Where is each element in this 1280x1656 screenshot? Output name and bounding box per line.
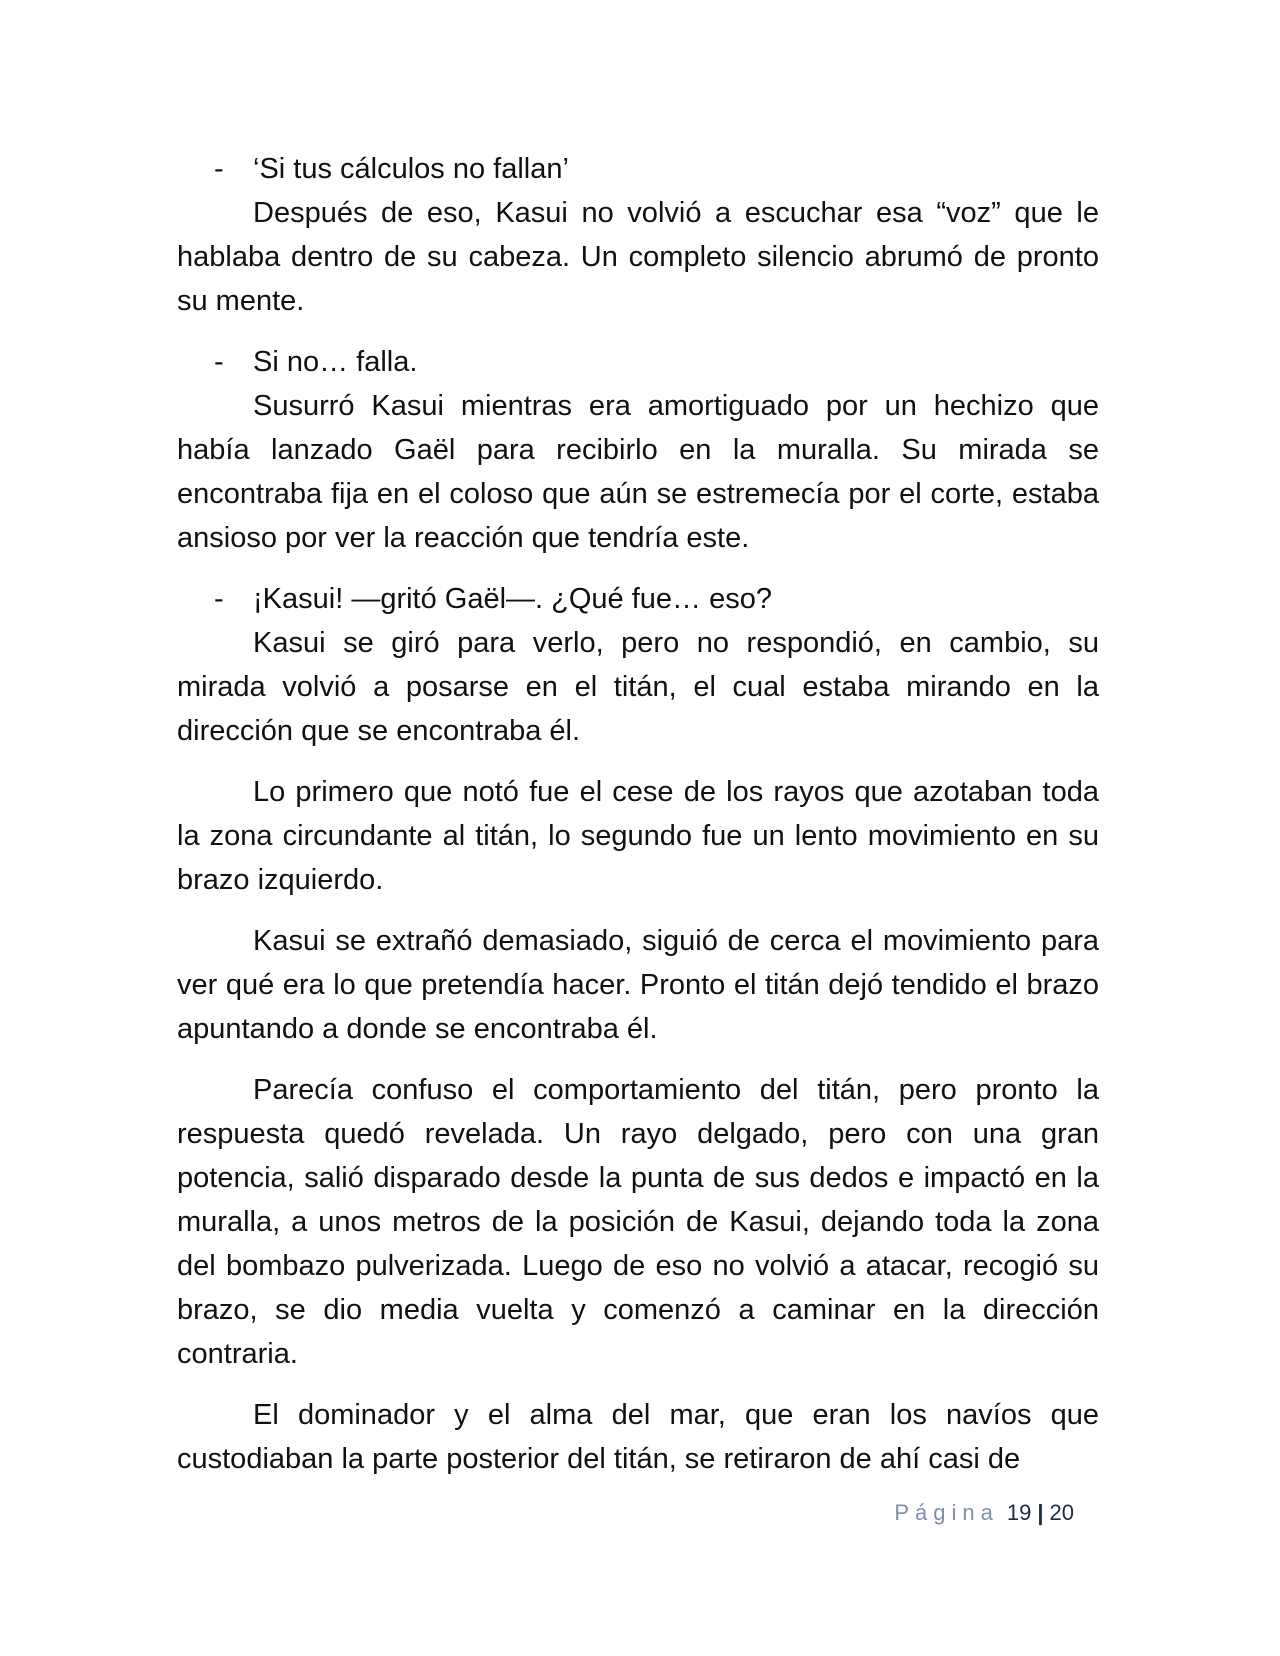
paragraph: Después de eso, Kasui no volvió a escuchar esa “voz” que le hablaba dentro de su cabeza. Un completo silencio abrumó de pronto su mente. [177, 197, 1099, 317]
paragraph: Kasui se extrañó demasiado, siguió de cerca el movimiento para ver qué era lo que pretendía hacer. Pronto el titán dejó tendido el brazo apuntando a donde se encontraba él. [177, 925, 1099, 1045]
dialogue-text: ¡Kasui! —gritó Gaël—. ¿Qué fue… eso? [253, 583, 772, 615]
page-total: 20 [1049, 1500, 1074, 1525]
paragraph: El dominador y el alma del mar, que eran los navíos que custodiaban la parte posterior del titán, se retiraron de ahí casi de [177, 1399, 1099, 1475]
dialogue-line [177, 577, 1099, 621]
paragraph: Parecía confuso el comportamiento del titán, pero pronto la respuesta quedó revelada. Un rayo delgado, pero con una gran potencia, salió disparado desde la punta de sus dedos e impactó en la muralla, a unos metros de la posición de Kasui, dejando toda la zona del bombazo pulverizada. Luego de eso no volvió a atacar, recogió su brazo, se dio media vuelta y comenzó a caminar en la dirección contraria. [177, 1074, 1099, 1370]
dialogue-dash: - [214, 346, 224, 378]
page-number: 19 [1006, 1500, 1032, 1525]
page-separator: | [1037, 1500, 1044, 1525]
dialogue-line [177, 340, 1099, 384]
page-label: Página [894, 1500, 999, 1525]
dialogue-dash: - [214, 153, 224, 185]
paragraph: Kasui se giró para verlo, pero no respondió, en cambio, su mirada volvió a posarse en el titán, el cual estaba mirando en la dirección que se encontraba él. [177, 627, 1099, 747]
dialogue-text: Si no… falla. [253, 346, 418, 378]
dialogue-dash: - [214, 583, 224, 615]
dialogue-text: ‘Si tus cálculos no fallan’ [253, 153, 569, 185]
page-text [177, 147, 1099, 1481]
paragraph: Lo primero que notó fue el cese de los rayos que azotaban toda la zona circundante al titán, lo segundo fue un lento movimiento en su brazo izquierdo. [177, 776, 1099, 896]
paragraph: Susurró Kasui mientras era amortiguado por un hechizo que había lanzado Gaël para recibirlo en la muralla. Su mirada se encontraba fija en el coloso que aún se estremecía por el corte, estaba ansioso por ver la reacción que tendría este. [177, 390, 1099, 554]
dialogue-line [177, 147, 1099, 191]
page-footer [894, 1500, 1074, 1526]
